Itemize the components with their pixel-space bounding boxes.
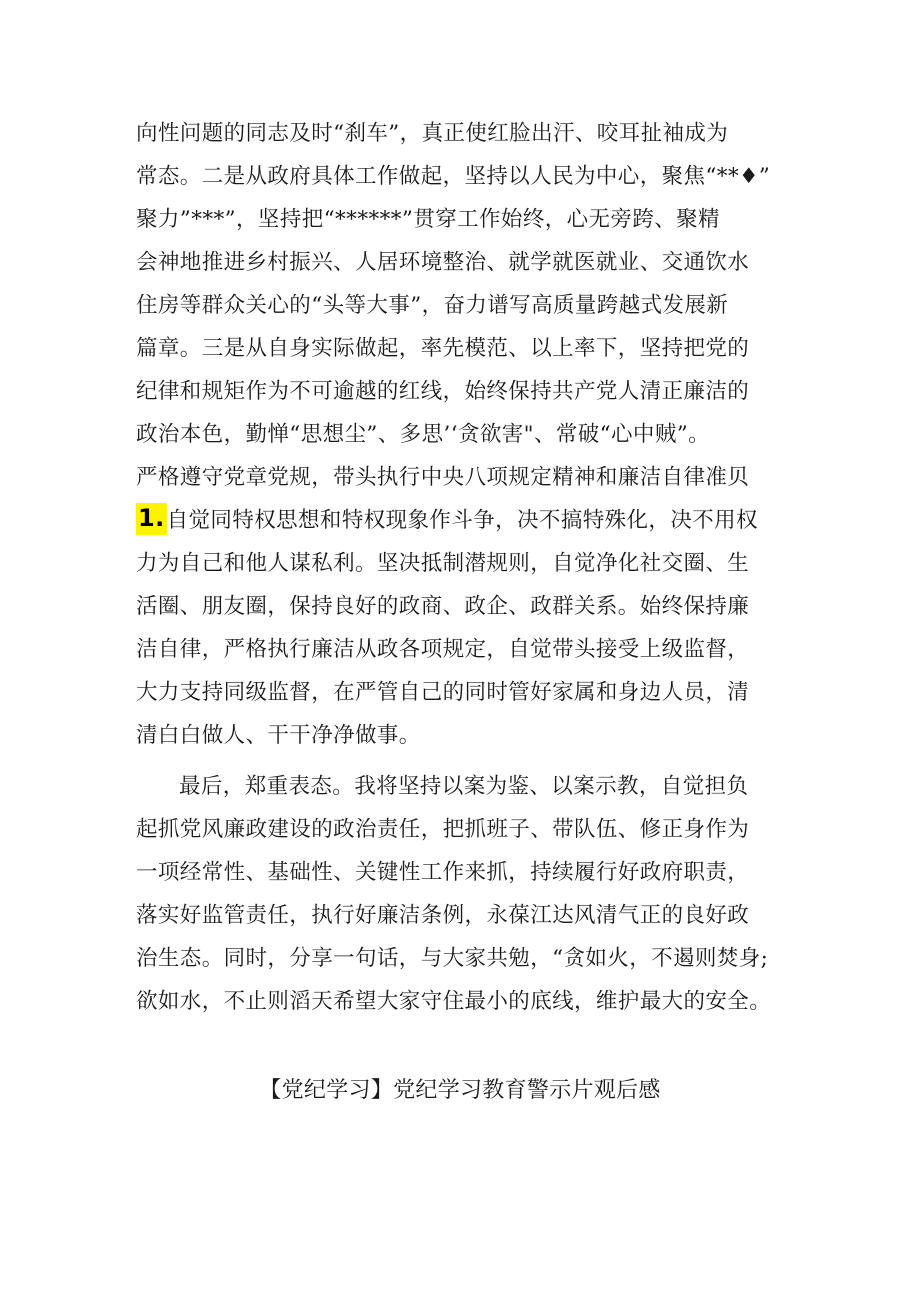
text-line: 欲如水，不止则滔天希望大家守住最小的底线，维护最大的安全。 [136, 989, 772, 1014]
text-line: 政治本色，勤惮“思想尘”、多思’‘贪欲害"、常破“心中贼”。 [136, 422, 711, 447]
text-line: 一项经常性、基础性、关键性工作来抓，持续履行好政府职责， [136, 860, 750, 885]
highlighted-list-marker: 1. [136, 503, 167, 535]
text-line: 会神地推进乡村振兴、人居环境整治、就学就医就业、交通饮水 [136, 250, 750, 275]
text-line-with-marker [136, 499, 796, 542]
paragraph-closing-statement [136, 765, 796, 1023]
text-line: 清白白做人、干干净净做事。 [136, 723, 421, 748]
text-line: 落实好监管责任，执行好廉洁条例，永葆江达风清气正的良好政 [136, 903, 750, 928]
text-line: 住房等群众关心的“头等大事”，奋力谱写高质量跨越式发展新 [136, 293, 729, 318]
text-line: 篇章。三是从自身实际做起，率先模范、以上率下，坚持把党的 [136, 336, 750, 361]
text-line: 起抓党风廉政建设的政治责任，把抓班子、带队伍、修正身作为 [136, 817, 750, 842]
paragraph-gap [136, 757, 796, 765]
text-line: 大力支持同级监督，在严管自己的同时管好家属和身边人员，清 [136, 680, 750, 705]
paragraph-continued [136, 112, 796, 757]
next-article-title: 【党纪学习】党纪学习教育警示片观后感 [259, 1078, 661, 1103]
text-line: 最后，郑重表态。我将坚持以案为鉴、以案示教，自觉担负 [179, 774, 749, 799]
text-line: 力为自己和他人谋私利。坚决抵制潜规则，自觉净化社交圈、生 [136, 551, 750, 576]
text-line-rest: 自觉同特权思想和特权现象作斗争，决不搞特殊化，决不用权 [166, 508, 758, 533]
text-line: 活圈、朋友圈，保持良好的政商、政企、政群关系。始终保持廉 [136, 594, 750, 619]
article-body [136, 112, 796, 1023]
text-line: 常态。二是从政府具体工作做起，坚持以人民为中心，聚焦“**♦” [136, 164, 771, 189]
text-line: 向性问题的同志及时“刹车”，真正使红脸出汗、咬耳扯袖成为 [136, 121, 729, 146]
text-line: 聚力”***”，坚持把“******”贯穿工作始终，心无旁跨、聚精 [136, 207, 720, 232]
text-line: 治生态。同时，分享一句话，与大家共勉，“贪如火，不遏则焚身; [136, 946, 769, 971]
text-line: 严格遵守党章党规，带头执行中央八项规定精神和廉洁自律准贝 [136, 465, 750, 490]
text-line: 洁自律，严格执行廉洁从政各项规定，自觉带头接受上级监督， [136, 637, 750, 662]
text-line: 纪律和规矩作为不可逾越的红线，始终保持共产党人清正廉洁的 [136, 379, 750, 404]
